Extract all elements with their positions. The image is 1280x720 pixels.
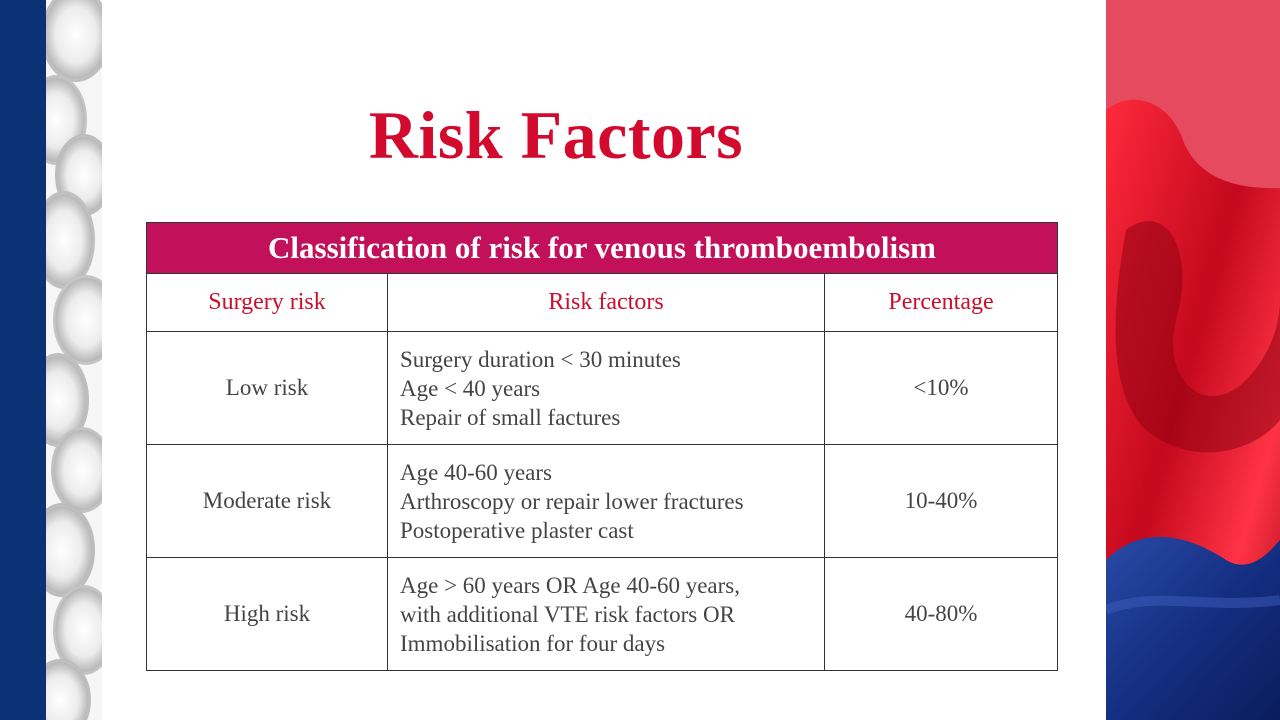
risk-factors-cell: [388, 332, 825, 445]
factor-line: Postoperative plaster cast: [400, 517, 634, 543]
factor-line: Age < 40 years: [400, 375, 541, 401]
header-percentage: Percentage: [825, 274, 1058, 332]
left-navy-bar: [0, 0, 46, 720]
factor-line: Arthroscopy or repair lower fractures: [400, 488, 744, 514]
risk-factors-cell: [388, 558, 825, 671]
table-row: [147, 332, 1058, 445]
percentage-cell: 40-80%: [825, 558, 1058, 671]
table-row: [147, 558, 1058, 671]
factor-line: Age > 60 years OR Age 40-60 years,: [400, 572, 741, 598]
red-blue-abstract-image: [1106, 0, 1280, 720]
percentage-cell: <10%: [825, 332, 1058, 445]
factor-line: Repair of small factures: [400, 404, 621, 430]
header-risk-factors: Risk factors: [388, 274, 825, 332]
percentage-cell: 10-40%: [825, 445, 1058, 558]
table-caption-row: [147, 223, 1058, 274]
factor-line: Immobilisation for four days: [400, 630, 666, 656]
table-header-row: [147, 274, 1058, 332]
factor-line: Surgery duration < 30 minutes: [400, 346, 681, 372]
risk-table: [146, 222, 1058, 671]
header-surgery-risk: Surgery risk: [147, 274, 388, 332]
factor-line: with additional VTE risk factors OR: [400, 601, 735, 627]
risk-factors-cell: [388, 445, 825, 558]
table-caption: Classification of risk for venous thromboembolism: [147, 223, 1058, 274]
blood-cells-image: [46, 0, 102, 720]
table-row: [147, 445, 1058, 558]
risk-level-cell: High risk: [147, 558, 388, 671]
risk-level-cell: Low risk: [147, 332, 388, 445]
factor-line: Age 40-60 years: [400, 459, 553, 485]
slide-title: Risk Factors: [368, 97, 744, 173]
risk-level-cell: Moderate risk: [147, 445, 388, 558]
